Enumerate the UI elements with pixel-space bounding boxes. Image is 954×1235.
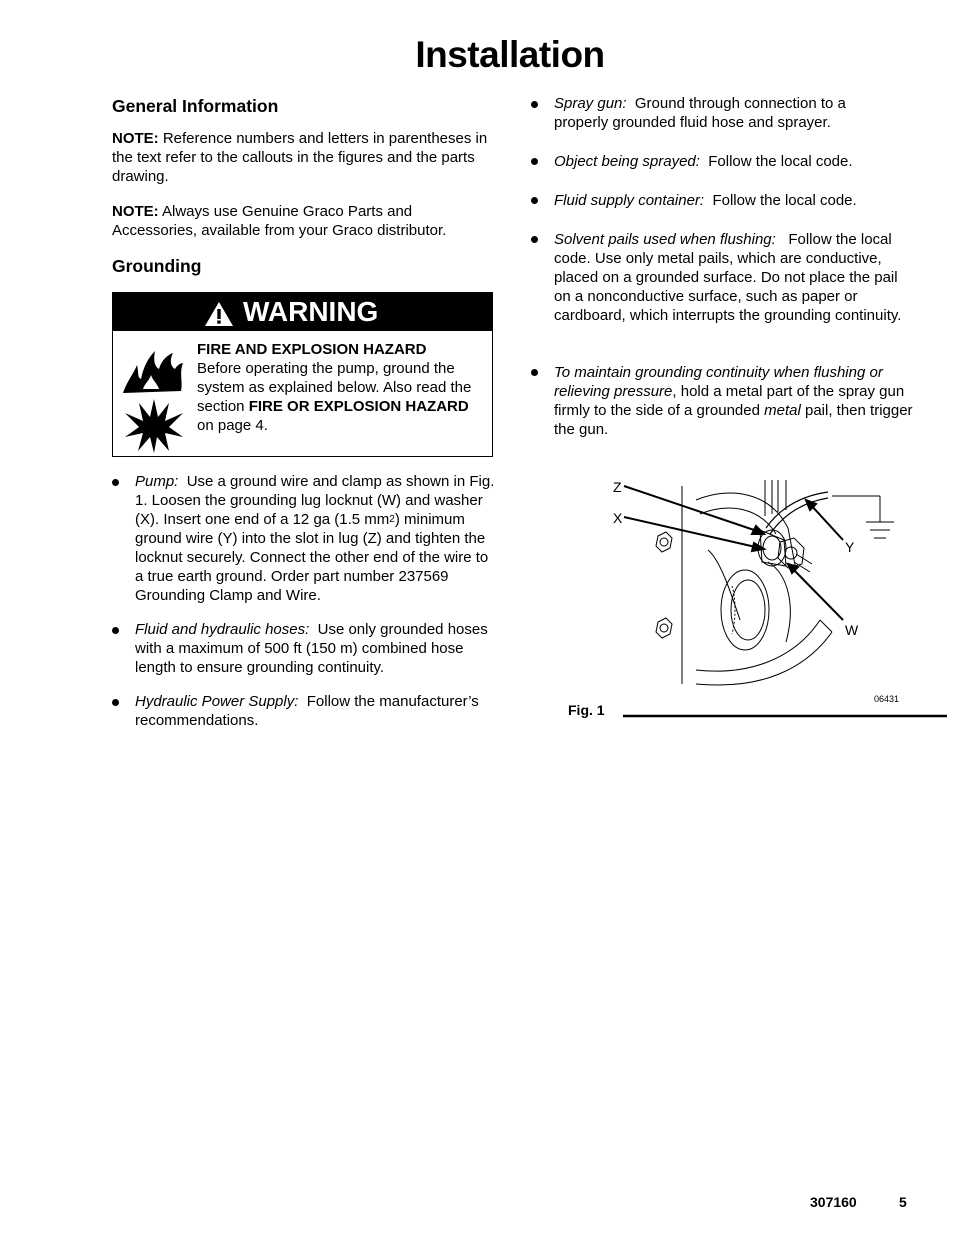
page-number: 5 — [899, 1194, 907, 1210]
bullet-fluid-supply — [554, 191, 914, 210]
grounding-heading: Grounding — [112, 256, 202, 276]
bullet-text: Use a ground wire and clamp as shown in Fig. 1. Loosen the grounding lug locknut (W) and washer (X). Insert one end of a 12 ga (1.5 mm — [135, 473, 495, 528]
bullet-lead: Spray gun: — [554, 95, 627, 112]
bullet-dot — [112, 479, 119, 486]
bullet-text: Follow the manufacturer’s recommendations. — [135, 693, 479, 729]
note-2-label: NOTE: — [112, 203, 159, 220]
figure-code: 06431 — [874, 694, 900, 704]
bullet-text: , hold a metal part of the spray gun firmly to the side of a grounded — [554, 383, 905, 419]
bullet-lead: Fluid and hydraulic hoses: — [135, 621, 310, 638]
warning-header — [113, 293, 492, 331]
document-number: 307160 — [810, 1194, 857, 1210]
bullet-text: Ground through connection to a properly grounded fluid hose and sprayer. — [554, 95, 846, 131]
fire-icon — [121, 345, 185, 397]
bullet-dot — [531, 197, 538, 204]
bullet-hydraulic-power — [135, 692, 495, 730]
note-1-text: Reference numbers and letters in parentheses in the text refer to the callouts in the figures and the parts drawing. — [112, 130, 488, 185]
bullet-text: Follow the local code. — [712, 192, 857, 209]
page-title: Installation — [415, 34, 605, 75]
bullet-grounding-continuity — [554, 363, 914, 439]
bullet-dot — [531, 158, 538, 165]
bullet-text: pail, then trigger the gun. — [554, 402, 913, 438]
bullet-dot — [531, 369, 538, 376]
hazard-title: FIRE AND EXPLOSION HAZARD — [197, 341, 427, 358]
bullet-object-sprayed — [554, 152, 914, 171]
bullet-dot — [112, 699, 119, 706]
warning-box — [112, 292, 493, 457]
bullet-lead: Pump: — [135, 473, 179, 490]
note-1 — [112, 129, 497, 186]
bullet-lead: To maintain grounding continuity when flushing or relieving pressure — [554, 364, 883, 400]
bullet-solvent-pails — [554, 230, 914, 325]
bullet-text: Follow the local code. — [708, 153, 853, 170]
bullet-lead: Object being sprayed: — [554, 153, 700, 170]
warning-text — [197, 340, 487, 435]
bullet-pump — [135, 472, 495, 605]
warning-text-after: on page 4. — [197, 417, 268, 434]
bullet-text: Use only grounded hoses with a maximum of 500 ft (150 m) combined hose length to ensure grounding continuity. — [135, 621, 488, 676]
note-1-label: NOTE: — [112, 130, 159, 147]
grounding-figure — [600, 470, 950, 720]
note-2 — [112, 202, 497, 240]
bullet-hoses — [135, 620, 495, 677]
bullet-dot — [112, 627, 119, 634]
callout-w: W — [845, 622, 859, 638]
bullet-lead: Hydraulic Power Supply: — [135, 693, 299, 710]
superscript: 2 — [389, 514, 395, 525]
bullet-dot — [531, 236, 538, 243]
figure-label: Fig. 1 — [568, 702, 605, 718]
warning-text-before: Before operating the pump, ground the system as explained below. Also read the section — [197, 360, 472, 415]
warning-word: WARNING — [243, 296, 379, 327]
general-information-heading: General Information — [112, 96, 279, 116]
explosion-icon — [123, 397, 185, 453]
bullet-dot — [531, 101, 538, 108]
callout-x: X — [613, 510, 623, 526]
callout-z: Z — [613, 479, 622, 495]
bullet-text: Follow the local code. Use only metal pails, which are conductive, placed on a grounded surface. Do not place the pail on a nonconductive surface, such as paper or cardboard, which interrupts the grounding continuity. — [554, 231, 902, 324]
bullet-lead: Solvent pails used when flushing: — [554, 231, 776, 248]
callout-y: Y — [845, 539, 855, 555]
warning-triangle-icon — [204, 301, 234, 327]
bullet-lead: Fluid supply container: — [554, 192, 705, 209]
note-2-text: Always use Genuine Graco Parts and Accessories, available from your Graco distributor. — [112, 203, 447, 239]
warning-bold-ref: FIRE OR EXPLOSION HAZARD — [248, 398, 469, 415]
bullet-text: ) minimum ground wire (Y) into the slot in lug (Z) and tighten the locknut securely. Connect the other end of the wire to a true earth ground. Order part number 237569 Grounding Clamp and Wire. — [135, 511, 489, 604]
emphasis: metal — [764, 402, 801, 419]
bullet-spray-gun — [554, 94, 904, 132]
